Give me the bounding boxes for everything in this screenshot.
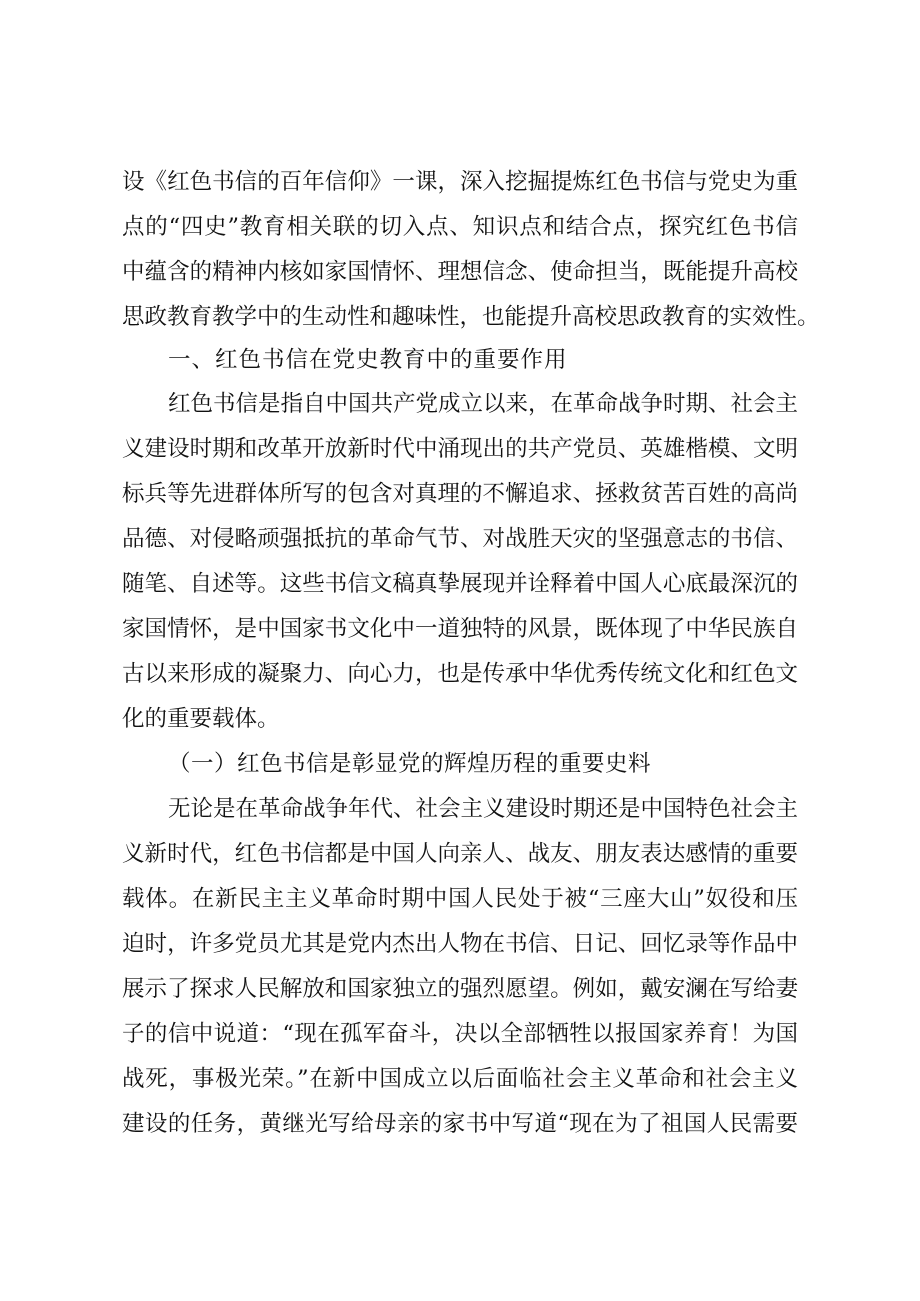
para2-line-4: 迫时，许多党员尤其是党内杰出人物在书信、日记、回忆录等作品中 bbox=[122, 931, 798, 957]
para2-line-8: 建设的任务，黄继光写给母亲的家书中写道“现在为了祖国人民需要 bbox=[122, 1111, 798, 1137]
para2-line-6: 子的信中说道：“现在孤军奋斗，决以全部牺牲以报国家养育！为国 bbox=[122, 1021, 798, 1047]
para1-line-2: 义建设时期和改革开放新时代中涌现出的共产党员、英雄楷模、文明 bbox=[122, 436, 798, 462]
intro-line-1: 设《红色书信的百年信仰》一课，深入挖掘提炼红色书信与党史为重 bbox=[122, 169, 798, 195]
para1-line-1: 红色书信是指自中国共产党成立以来，在革命战争时期、社会主 bbox=[168, 391, 799, 417]
para1-line-4: 品德、对侵略顽强抵抗的革命气节、对战胜天灾的坚强意志的书信、 bbox=[122, 526, 798, 552]
para1-line-5: 随笔、自述等。这些书信文稿真挚展现并诠释着中国人心底最深沉的 bbox=[122, 571, 798, 597]
intro-line-2: 点的“四史”教育相关联的切入点、知识点和结合点，探究红色书信 bbox=[122, 214, 798, 240]
intro-line-3: 中蕴含的精神内核如家国情怀、理想信念、使命担当，既能提升高校 bbox=[122, 259, 798, 285]
para1-line-6: 家国情怀，是中国家书文化中一道独特的风景，既体现了中华民族自 bbox=[122, 616, 798, 642]
subsection-heading: （一）红色书信是彰显党的辉煌历程的重要史料 bbox=[168, 751, 652, 777]
para2-line-1: 无论是在革命战争年代、社会主义建设时期还是中国特色社会主 bbox=[168, 796, 799, 822]
para2-line-2: 义新时代，红色书信都是中国人向亲人、战友、朋友表达感情的重要 bbox=[122, 841, 798, 867]
para1-line-7: 古以来形成的凝聚力、向心力，也是传承中华优秀传统文化和红色文 bbox=[122, 661, 798, 687]
para2-line-3: 载体。在新民主主义革命时期中国人民处于被“三座大山”奴役和压 bbox=[122, 886, 798, 912]
para2-line-7: 战死，事极光荣。”在新中国成立以后面临社会主义革命和社会主义 bbox=[122, 1066, 798, 1092]
section-heading: 一、红色书信在党史教育中的重要作用 bbox=[168, 347, 568, 373]
intro-line-4: 思政教育教学中的生动性和趣味性，也能提升高校思政教育的实效性。 bbox=[122, 304, 820, 330]
para1-line-8: 化的重要载体。 bbox=[122, 706, 280, 732]
para1-line-3: 标兵等先进群体所写的包含对真理的不懈追求、拯救贫苦百姓的高尚 bbox=[122, 481, 798, 507]
para2-line-5: 展示了探求人民解放和国家独立的强烈愿望。例如，戴安澜在写给妻 bbox=[122, 976, 798, 1002]
